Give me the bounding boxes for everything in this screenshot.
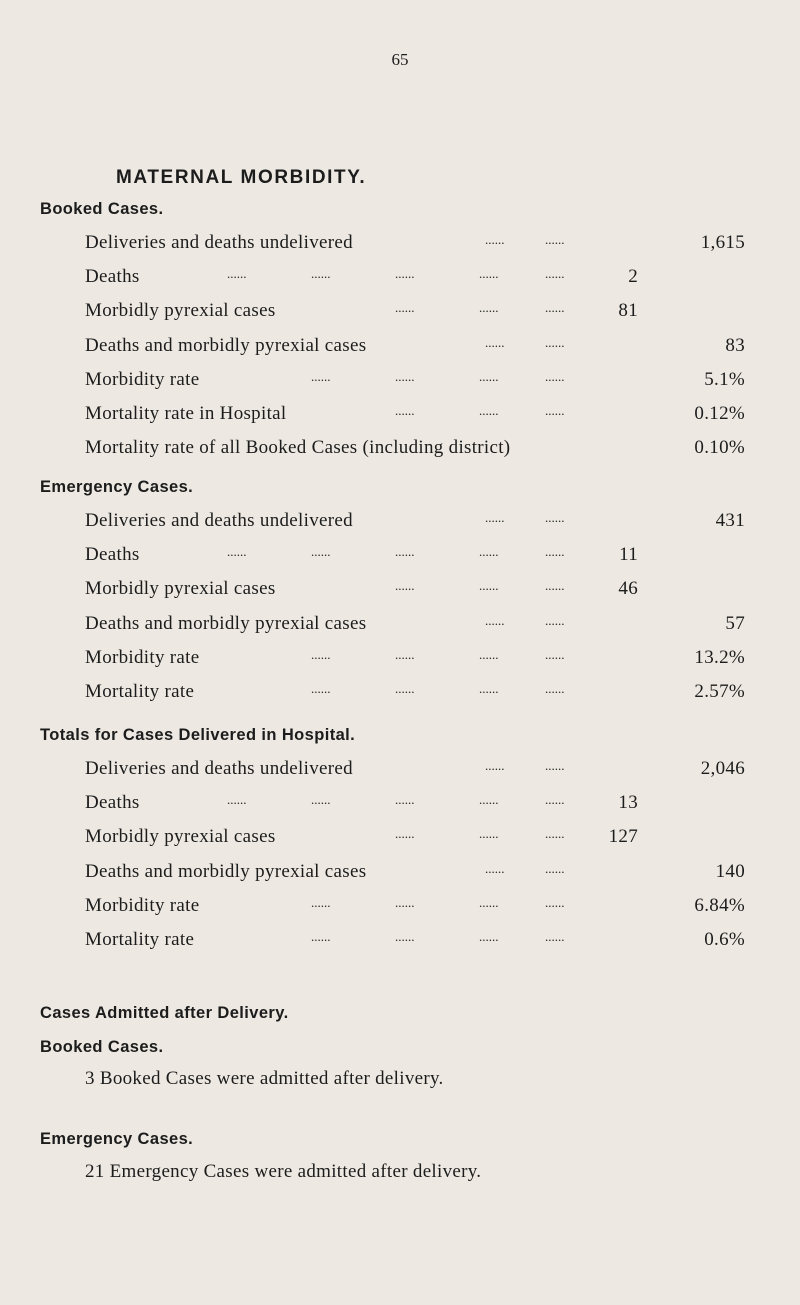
table-row	[85, 266, 745, 292]
row-label: Deliveries and deaths undelivered	[85, 510, 353, 531]
table-row	[85, 895, 745, 921]
dot-leader: ......	[545, 681, 565, 696]
dot-leader: ......	[479, 578, 499, 593]
dot-leader: ......	[485, 861, 505, 876]
dot-leader: ......	[545, 510, 565, 525]
dot-leader: ......	[545, 895, 565, 910]
table-row	[85, 403, 745, 429]
row-total-value: 140	[715, 861, 745, 882]
admitted-booked-text: 3 Booked Cases were admitted after delivery.	[85, 1068, 444, 1089]
dot-leader: ......	[545, 613, 565, 628]
dot-leader: ......	[545, 403, 565, 418]
dot-leader: ......	[395, 544, 415, 559]
row-total-value: 0.6%	[704, 929, 745, 950]
table-row	[85, 300, 745, 326]
table-row	[85, 544, 745, 570]
dot-leader: ......	[545, 861, 565, 876]
dot-leader: ......	[395, 792, 415, 807]
dot-leader: ......	[479, 681, 499, 696]
dot-leader: ......	[227, 792, 247, 807]
dot-leader: ......	[395, 403, 415, 418]
dot-leader: ......	[485, 758, 505, 773]
dot-leader: ......	[395, 647, 415, 662]
admitted-heading: Cases Admitted after Delivery.	[40, 1004, 289, 1022]
dot-leader: ......	[479, 792, 499, 807]
row-total-value: 6.84%	[694, 895, 745, 916]
table-row	[85, 826, 745, 852]
table-row	[85, 369, 745, 395]
dot-leader: ......	[311, 266, 331, 281]
dot-leader: ......	[545, 300, 565, 315]
dot-leader: ......	[311, 929, 331, 944]
table-row	[85, 510, 745, 536]
table-row	[85, 792, 745, 818]
table-row	[85, 681, 745, 707]
row-label: Mortality rate	[85, 681, 195, 702]
dot-leader: ......	[311, 544, 331, 559]
dot-leader: ......	[227, 544, 247, 559]
row-label: Deliveries and deaths undelivered	[85, 758, 353, 779]
row-sub-value: 2	[628, 266, 638, 287]
dot-leader: ......	[311, 895, 331, 910]
table-row	[85, 335, 745, 361]
dot-leader: ......	[479, 647, 499, 662]
page-title: MATERNAL MORBIDITY.	[116, 167, 367, 188]
totals-heading: Totals for Cases Delivered in Hospital.	[40, 726, 356, 744]
dot-leader: ......	[479, 403, 499, 418]
dot-leader: ......	[311, 792, 331, 807]
dot-leader: ......	[395, 929, 415, 944]
row-sub-value: 127	[608, 826, 638, 847]
row-label: Mortality rate	[85, 929, 195, 950]
dot-leader: ......	[479, 369, 499, 384]
row-label: Morbidly pyrexial cases	[85, 826, 276, 847]
table-row	[85, 232, 745, 258]
row-label: Deaths and morbidly pyrexial cases	[85, 861, 367, 882]
dot-leader: ......	[545, 929, 565, 944]
row-total-value: 13.2%	[694, 647, 745, 668]
dot-leader: ......	[545, 826, 565, 841]
admitted-emergency-heading: Emergency Cases.	[40, 1130, 194, 1148]
row-label: Morbidity rate	[85, 895, 200, 916]
dot-leader: ......	[479, 544, 499, 559]
dot-leader: ......	[545, 266, 565, 281]
dot-leader: ......	[545, 578, 565, 593]
row-sub-value: 11	[619, 544, 638, 565]
dot-leader: ......	[395, 266, 415, 281]
dot-leader: ......	[479, 895, 499, 910]
row-total-value: 0.10%	[694, 437, 745, 458]
row-label: Deaths	[85, 792, 140, 813]
dot-leader: ......	[545, 758, 565, 773]
dot-leader: ......	[395, 369, 415, 384]
row-label: Morbidly pyrexial cases	[85, 578, 276, 599]
dot-leader: ......	[227, 266, 247, 281]
row-label: Deaths and morbidly pyrexial cases	[85, 613, 367, 634]
table-row	[85, 861, 745, 887]
row-total-value: 0.12%	[694, 403, 745, 424]
row-label: Deaths and morbidly pyrexial cases	[85, 335, 367, 356]
page-number: 65	[391, 50, 409, 69]
row-sub-value: 13	[618, 792, 638, 813]
admitted-booked-heading: Booked Cases.	[40, 1038, 164, 1056]
booked-heading: Booked Cases.	[40, 200, 164, 218]
row-total-value: 1,615	[700, 232, 745, 253]
dot-leader: ......	[485, 613, 505, 628]
row-total-value: 57	[725, 613, 745, 634]
dot-leader: ......	[479, 300, 499, 315]
dot-leader: ......	[545, 647, 565, 662]
table-row	[85, 758, 745, 784]
dot-leader: ......	[545, 792, 565, 807]
row-total-value: 2.57%	[694, 681, 745, 702]
dot-leader: ......	[479, 266, 499, 281]
dot-leader: ......	[485, 232, 505, 247]
row-label: Mortality rate in Hospital	[85, 403, 287, 424]
row-sub-value: 81	[618, 300, 638, 321]
dot-leader: ......	[395, 578, 415, 593]
dot-leader: ......	[479, 826, 499, 841]
row-total-value: 2,046	[700, 758, 745, 779]
table-row	[85, 613, 745, 639]
row-total-value: 5.1%	[704, 369, 745, 390]
emergency-heading: Emergency Cases.	[40, 478, 194, 496]
dot-leader: ......	[395, 681, 415, 696]
row-label: Mortality rate of all Booked Cases (including district)	[85, 437, 511, 458]
row-label: Morbidity rate	[85, 369, 200, 390]
dot-leader: ......	[545, 335, 565, 350]
row-total-value: 83	[725, 335, 745, 356]
dot-leader: ......	[395, 895, 415, 910]
row-sub-value: 46	[618, 578, 638, 599]
admitted-emergency-text: 21 Emergency Cases were admitted after delivery.	[85, 1161, 482, 1182]
dot-leader: ......	[311, 647, 331, 662]
row-label: Morbidly pyrexial cases	[85, 300, 276, 321]
dot-leader: ......	[545, 544, 565, 559]
row-total-value: 431	[715, 510, 745, 531]
dot-leader: ......	[395, 300, 415, 315]
row-label: Deaths	[85, 544, 140, 565]
table-row	[85, 929, 745, 955]
dot-leader: ......	[485, 335, 505, 350]
row-label: Morbidity rate	[85, 647, 200, 668]
dot-leader: ......	[545, 232, 565, 247]
dot-leader: ......	[479, 929, 499, 944]
row-label: Deliveries and deaths undelivered	[85, 232, 353, 253]
table-row	[85, 578, 745, 604]
dot-leader: ......	[311, 681, 331, 696]
table-row	[85, 437, 745, 463]
dot-leader: ......	[395, 826, 415, 841]
dot-leader: ......	[485, 510, 505, 525]
dot-leader: ......	[545, 369, 565, 384]
dot-leader: ......	[311, 369, 331, 384]
table-row	[85, 647, 745, 673]
row-label: Deaths	[85, 266, 140, 287]
